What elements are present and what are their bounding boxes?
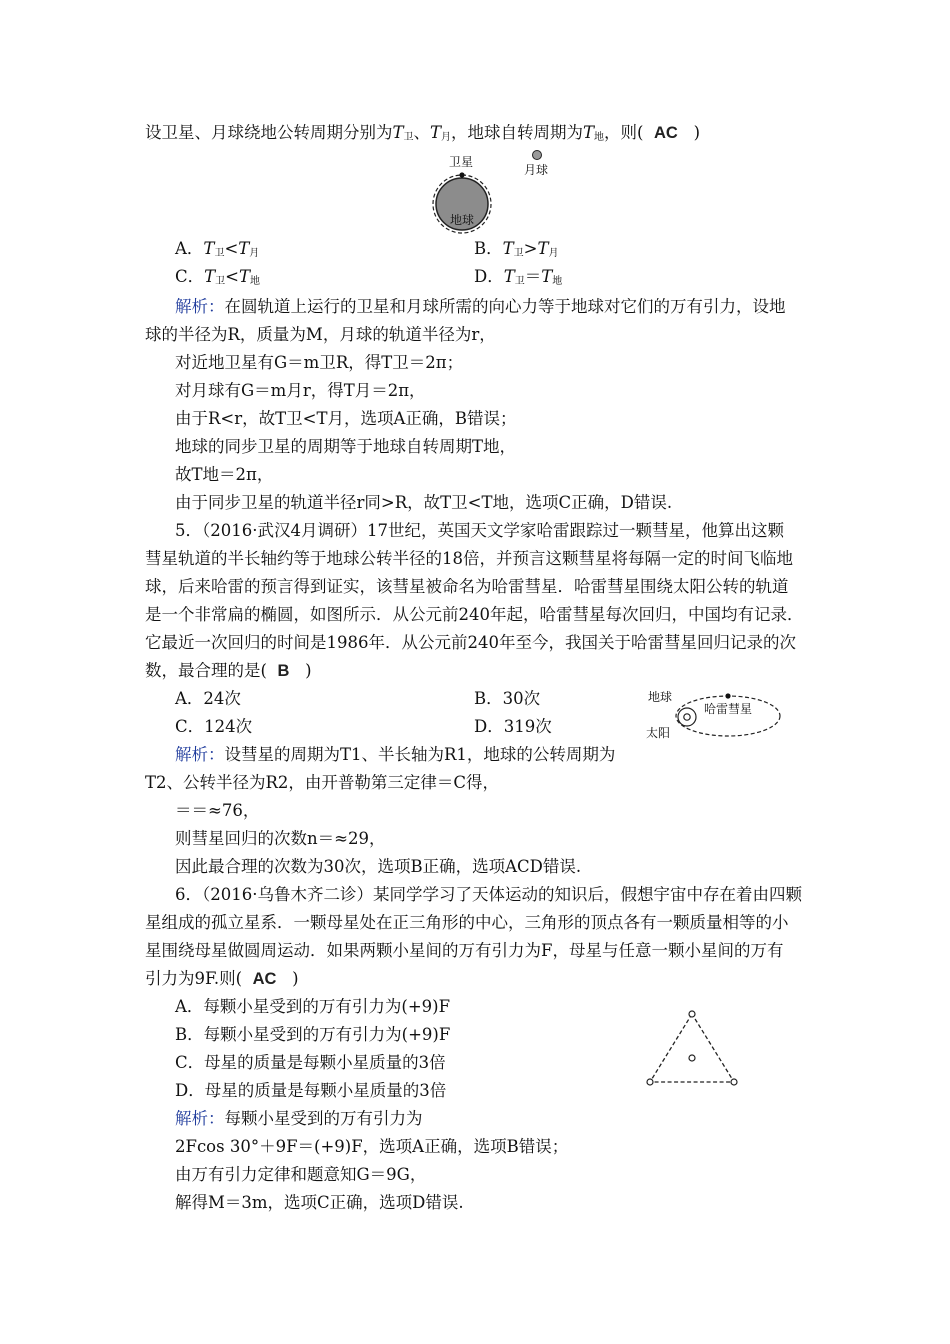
star-triangle-figure: [640, 1000, 750, 1090]
q4-solution-line: 由于R<r，故T卫<T月，选项A正确，B错误；: [175, 409, 517, 428]
q6-solution-line: 2Fcos 30°＋9F＝(+9)F，选项A正确，选项B错误；: [175, 1137, 569, 1156]
q4-option-b: B．$T_卫>T_月$: [474, 239, 559, 259]
q4-solution-line: 故T地＝2π，: [175, 465, 274, 484]
q5-stem-line: 彗星轨道的半长轴约等于地球公转半径的18倍，并预言这颗彗星将每隔一定的时间飞临地: [145, 549, 793, 568]
q4-solution-line: 对近地卫星有G＝m卫R，得T卫＝2π；: [175, 353, 464, 372]
q5-solution-line: 则彗星回归的次数n＝≈29，: [175, 829, 386, 848]
q4-option-c: C．$T_卫<T_地$: [175, 267, 260, 287]
q4-solution-line: 解析：在圆轨道上运行的卫星和月球所需的向心力等于地球对它们的万有引力，设地: [175, 297, 786, 316]
q6-stem-line: 星组成的孤立星系．一颗母星处在正三角形的中心，三角形的顶点各有一颗质量相等的小: [145, 913, 789, 932]
q6-option-b: B．每颗小星受到的万有引力为(+9)F: [175, 1025, 451, 1044]
mother-star: [689, 1055, 695, 1061]
q5-option-b: B．30次: [474, 689, 541, 708]
q5-solution-line: 因此最合理的次数为30次，选项B正确，选项ACD错误.: [175, 857, 582, 876]
q5-stem-line: 球，后来哈雷的预言得到证实，该彗星被命名为哈雷彗星．哈雷彗星围绕太阳公转的轨道: [145, 577, 789, 596]
earth-orbit-figure: [420, 146, 580, 236]
equilateral-triangle: [650, 1014, 734, 1082]
q4-solution-line: 地球的同步卫星的周期等于地球自转周期T地，: [175, 437, 517, 456]
q5-solution-line: 解析：设彗星的周期为T1、半长轴为R1，地球的公转周期为: [175, 745, 616, 764]
small-star-left: [647, 1079, 653, 1085]
jiexi-label: 解析：: [175, 1109, 225, 1128]
q4-stem: 设卫星、月球绕地公转周期分别为$T_卫$、$T_月$，地球自转周期为$T_地$，则( AC ): [145, 123, 701, 143]
sun-dot: [684, 714, 690, 720]
moon-label: 月球: [524, 163, 549, 177]
q5-answer: B: [277, 662, 290, 680]
q5-stem-line: 它最近一次回归的时间是1986年．从公元前240年至今，我国关于哈雷彗星回归记录的次: [145, 633, 796, 652]
q5-option-c: C．124次: [175, 717, 253, 736]
q6-stem-line: 星围绕母星做圆周运动．如果两颗小星间的万有引力为F，母星与任意一颗小星间的万有: [145, 941, 784, 960]
q5-option-d: D．319次: [474, 717, 552, 736]
q6-answer: AC: [252, 970, 277, 988]
q4-solution-line: 由于同步卫星的轨道半径r同>R，故T卫<T地，选项C正确，D错误.: [175, 493, 673, 512]
q5-option-a: A．24次: [175, 689, 241, 708]
small-star-top: [689, 1011, 695, 1017]
sun-label: 太阳: [646, 726, 671, 740]
q6-solution-line: 解析：每颗小星受到的万有引力为: [175, 1109, 423, 1128]
halley-orbit-figure: [640, 680, 790, 750]
earth-label: 地球: [648, 690, 673, 704]
q4-solution-line: 球的半径为R，质量为M，月球的轨道半径为r，: [145, 325, 496, 344]
q6-stem-line: 6．（2016·乌鲁木齐二诊）某同学学习了天体运动的知识后，假想宇宙中存在着由四颗: [175, 885, 802, 904]
earth-label: 地球: [450, 213, 475, 227]
earth-orbit: [678, 708, 696, 726]
comet-dot: [725, 693, 730, 698]
jiexi-label: 解析：: [175, 297, 225, 316]
q4-answer: AC: [653, 124, 678, 142]
q5-solution-line: T2、公转半径为R2，由开普勒第三定律＝C得，: [145, 773, 500, 792]
jiexi-label: 解析：: [175, 745, 225, 764]
q5-stem-line: 是一个非常扁的椭圆，如图所示．从公元前240年起，哈雷彗星每次回归，中国均有记录．: [145, 605, 804, 624]
q6-solution-line: 解得M＝3m，选项C正确，选项D错误.: [175, 1193, 464, 1212]
q6-option-a: A．每颗小星受到的万有引力为(+9)F: [175, 997, 451, 1016]
q6-stem-last: 引力为9F.则( AC ): [145, 969, 299, 988]
q6-option-c: C．母星的质量是每颗小星质量的3倍: [175, 1053, 446, 1072]
q5-stem-line: 5．（2016·武汉4月调研）17世纪，英国天文学家哈雷跟踪过一颗彗星，他算出这颗: [175, 521, 784, 540]
satellite-dot: [459, 172, 464, 177]
q4-solution-line: 对月球有G＝m月r，得T月＝2π，: [175, 381, 426, 400]
comet-label: 哈雷彗星: [704, 702, 753, 716]
q5-solution-line: ＝＝≈76，: [175, 801, 260, 820]
small-star-right: [731, 1079, 737, 1085]
satellite-label: 卫星: [449, 155, 474, 169]
moon-dot: [533, 151, 542, 160]
q6-solution-line: 由万有引力定律和题意知G＝9G，: [175, 1165, 427, 1184]
q4-option-a: A．$T_卫<T_月$: [175, 239, 260, 259]
q6-option-d: D．母星的质量是每颗小星质量的3倍: [175, 1081, 447, 1100]
q4-option-d: D．$T_卫=T_地$: [474, 267, 563, 287]
q5-stem-last: 数，最合理的是( B ): [145, 661, 312, 680]
